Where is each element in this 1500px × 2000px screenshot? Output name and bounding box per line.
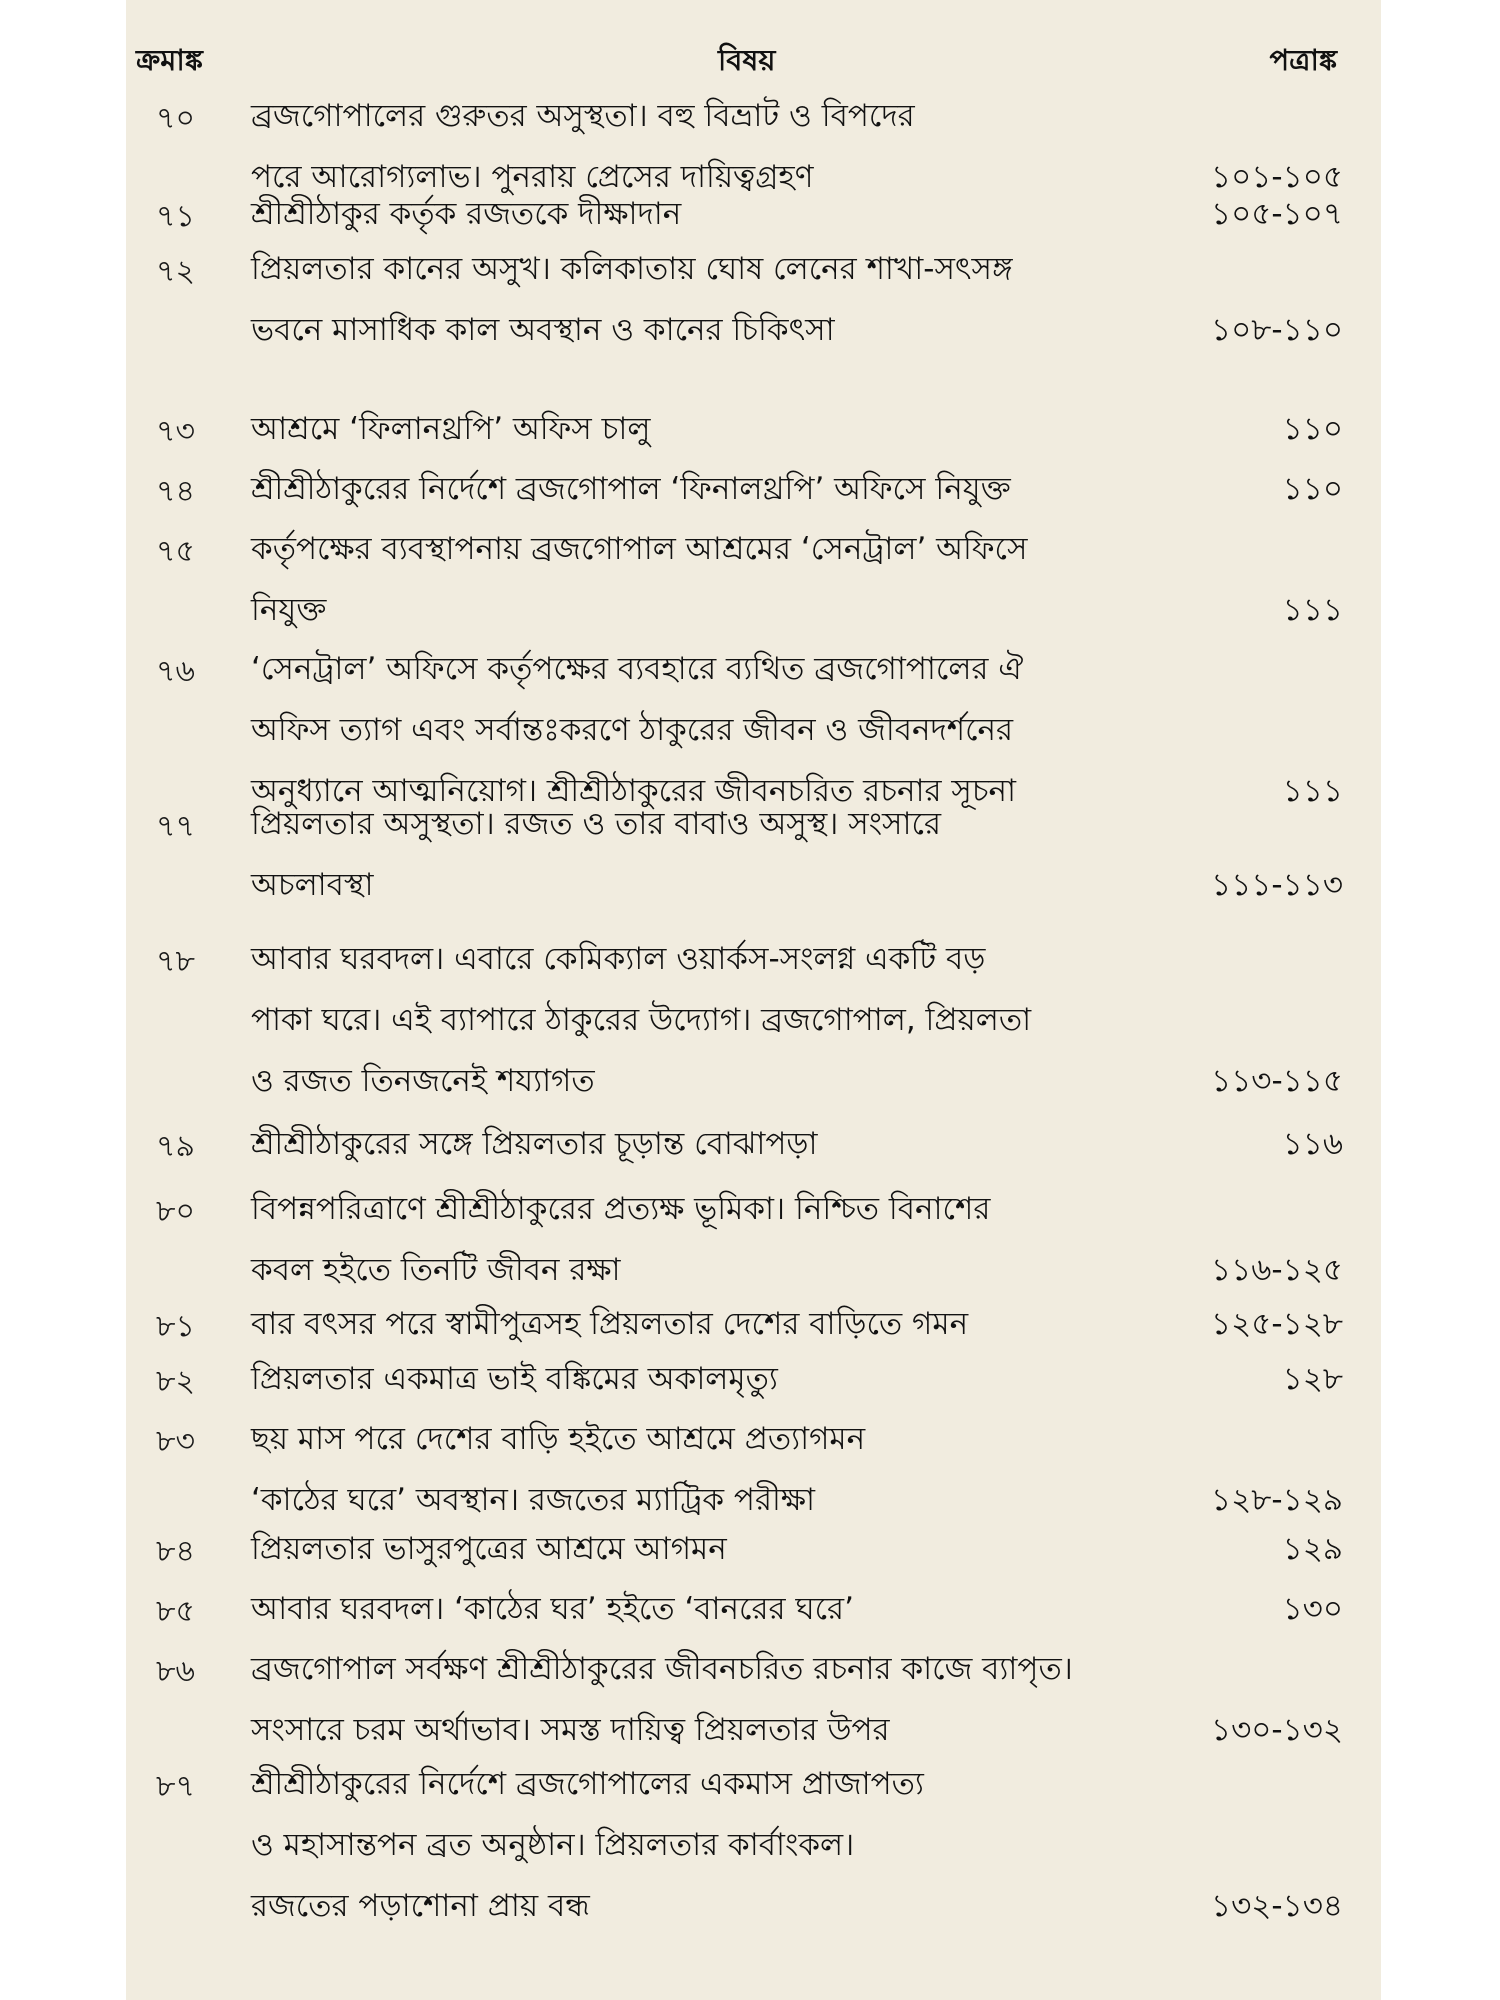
entry-title-line: আবার ঘরবদল। এবারে কেমিক্যাল ওয়ার্কস-সংলগ্ন একটি বড়: [251, 941, 986, 977]
entry-number: ৭৪: [156, 474, 195, 509]
entry-title-line: অফিস ত্যাগ এবং সর্বান্তঃকরণে ঠাকুরের জীবন ও জীবনদর্শনের: [251, 712, 1014, 748]
entry-title-line: আশ্রমে ‘ফিলানথ্রপি’ অফিস চালু: [251, 411, 651, 447]
entry-number: ৮১: [156, 1309, 195, 1344]
entry-title-line: শ্রীশ্রীঠাকুর কর্তৃক রজতকে দীক্ষাদান: [251, 196, 682, 232]
entry-number: ৮৪: [156, 1534, 195, 1569]
entry-title-line: ‘সেনট্রাল’ অফিসে কর্তৃপক্ষের ব্যবহারে ব্যথিত ব্রজগোপালের ঐ: [251, 651, 1024, 687]
entry-pages: ১৩২-১৩৪: [1210, 1888, 1343, 1924]
header-serial: ক্রমাঙ্ক: [136, 43, 203, 77]
entry-number: ৮৫: [156, 1594, 195, 1629]
entry-number: ৮২: [156, 1364, 195, 1399]
header-page: পত্রাঙ্ক: [1269, 43, 1337, 77]
entry-title-line: বার বৎসর পরে স্বামীপুত্রসহ প্রিয়লতার দেশের বাড়িতে গমন: [251, 1306, 969, 1342]
entry-number: ৭৮: [156, 944, 195, 979]
entry-pages: ১২৯: [1282, 1531, 1343, 1567]
entry-title-line: পরে আরোগ্যলাভ। পুনরায় প্রেসের দায়িত্বগ্রহণ: [251, 159, 814, 195]
entry-title-line: ও মহাসান্তপন ব্রত অনুষ্ঠান। প্রিয়লতার কার্বাংকল।: [251, 1827, 855, 1863]
entry-pages: ১১১: [1282, 773, 1343, 809]
entry-pages: ১৩০: [1282, 1591, 1343, 1627]
entry-number: ৭৭: [156, 809, 196, 844]
entry-pages: ১২৮-১২৯: [1211, 1482, 1343, 1518]
entry-title-line: শ্রীশ্রীঠাকুরের নির্দেশে ব্রজগোপাল ‘ফিনালথ্রপি’ অফিসে নিযুক্ত: [251, 471, 1011, 507]
entry-title-line: শ্রীশ্রীঠাকুরের সঙ্গে প্রিয়লতার চূড়ান্ত বোঝাপড়া: [251, 1126, 818, 1162]
entry-pages: ১১০: [1282, 411, 1343, 447]
entry-title-line: ও রজত তিনজনেই শয্যাগত: [251, 1063, 595, 1099]
entry-title-line: পাকা ঘরে। এই ব্যাপারে ঠাকুরের উদ্যোগ। ব্রজগোপাল, প্রিয়লতা: [251, 1002, 1032, 1038]
entry-title-line: প্রিয়লতার কানের অসুখ। কলিকাতায় ঘোষ লেনের শাখা-সৎসঙ্গ: [251, 251, 1013, 287]
entry-title-line: ব্রজগোপাল সর্বক্ষণ শ্রীশ্রীঠাকুরের জীবনচরিত রচনার কাজে ব্যাপৃত।: [251, 1651, 1073, 1687]
entry-number: ৭৫: [156, 534, 195, 569]
entry-title-line: কবল হইতে তিনটি জীবন রক্ষা: [251, 1252, 621, 1288]
entry-title-line: নিযুক্ত: [251, 592, 327, 628]
entry-title-line: কর্তৃপক্ষের ব্যবস্থাপনায় ব্রজগোপাল আশ্রমের ‘সেনট্রাল’ অফিসে: [251, 531, 1028, 567]
entry-pages: ১৩০-১৩২: [1210, 1712, 1343, 1748]
entry-pages: ১১৬: [1282, 1126, 1343, 1162]
entry-pages: ১১১-১১৩: [1211, 867, 1343, 903]
entry-title-line: আবার ঘরবদল। ‘কাঠের ঘর’ হইতে ‘বানরের ঘরে’: [251, 1591, 854, 1627]
entry-pages: ১১৩-১১৫: [1211, 1063, 1343, 1099]
entry-title-line: ‘কাঠের ঘরে’ অবস্থান। রজতের ম্যাট্রিক পরীক্ষা: [251, 1482, 815, 1518]
entry-pages: ১১১: [1282, 592, 1343, 628]
entry-title-line: বিপন্নপরিত্রাণে শ্রীশ্রীঠাকুরের প্রত্যক্ষ ভূমিকা। নিশ্চিত বিনাশের: [251, 1191, 991, 1227]
entry-pages: ১২৫-১২৮: [1211, 1306, 1343, 1342]
entry-title-line: অনুধ্যানে আত্মনিয়োগ। শ্রীশ্রীঠাকুরের জীবনচরিত রচনার সূচনা: [251, 773, 1017, 809]
entry-number: ৮০: [156, 1194, 195, 1229]
entry-number: ৮৬: [156, 1654, 195, 1689]
entry-number: ৭৬: [156, 654, 196, 689]
book-page: [126, 0, 1381, 2000]
entry-title-line: অচলাবস্থা: [251, 867, 374, 903]
entry-pages: ১১০: [1282, 471, 1343, 507]
entry-title-line: ছয় মাস পরে দেশের বাড়ি হইতে আশ্রমে প্রত্যাগমন: [251, 1421, 866, 1457]
entry-pages: ১২৮: [1282, 1361, 1343, 1397]
header-subject: বিষয়: [718, 43, 776, 77]
entry-title-line: ভবনে মাসাধিক কাল অবস্থান ও কানের চিকিৎসা: [251, 312, 835, 348]
entry-number: ৭০: [156, 101, 196, 136]
entry-pages: ১০১-১০৫: [1211, 159, 1343, 195]
entry-pages: ১০৮-১১০: [1211, 312, 1343, 348]
entry-title-line: সংসারে চরম অর্থাভাব। সমস্ত দায়িত্ব প্রিয়লতার উপর: [251, 1712, 890, 1748]
entry-number: ৮৩: [156, 1424, 195, 1459]
entry-title-line: প্রিয়লতার ভাসুরপুত্রের আশ্রমে আগমন: [251, 1531, 727, 1567]
entry-pages: ১০৫-১০৭: [1210, 196, 1343, 232]
entry-title-line: রজতের পড়াশোনা প্রায় বন্ধ: [251, 1888, 590, 1924]
entry-number: ৭১: [156, 199, 195, 234]
entry-title-line: প্রিয়লতার অসুস্থতা। রজত ও তার বাবাও অসুস্থ। সংসারে: [251, 806, 942, 842]
entry-title-line: প্রিয়লতার একমাত্র ভাই বঙ্কিমের অকালমৃত্যু: [251, 1361, 778, 1397]
entry-number: ৭২: [156, 254, 196, 289]
entry-number: ৭৯: [156, 1129, 195, 1164]
entry-number: ৮৭: [156, 1769, 195, 1804]
entry-title-line: ব্রজগোপালের গুরুতর অসুস্থতা। বহু বিভ্রাট ও বিপদের: [251, 98, 915, 134]
entry-pages: ১১৬-১২৫: [1211, 1252, 1343, 1288]
entry-title-line: শ্রীশ্রীঠাকুরের নির্দেশে ব্রজগোপালের একমাস প্রাজাপত্য: [251, 1766, 924, 1802]
entry-number: ৭৩: [156, 414, 196, 449]
